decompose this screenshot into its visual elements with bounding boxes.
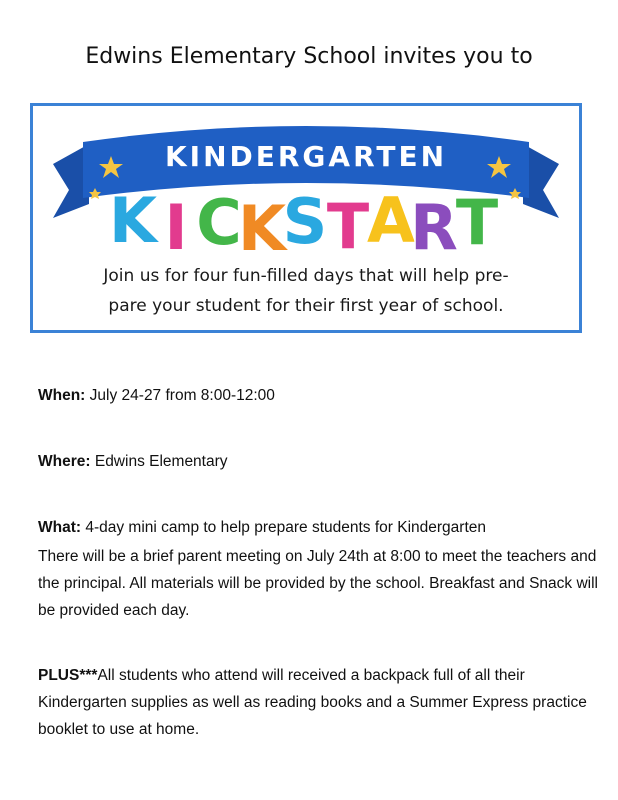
banner-top-word: KINDERGARTEN <box>164 140 448 173</box>
banner-letter: A <box>367 184 415 257</box>
banner-letter: I <box>164 191 188 264</box>
banner-letter: S <box>282 185 328 258</box>
invite-heading: Edwins Elementary School invites you to <box>85 44 533 69</box>
when-label: When: <box>38 387 86 404</box>
banner-letter: K <box>108 184 158 257</box>
plus-label: PLUS*** <box>38 667 98 684</box>
when-section <box>38 382 598 409</box>
banner-letter: R <box>410 191 458 264</box>
tagline-line-2: pare your student for their first year of school. <box>108 296 504 316</box>
where-section <box>38 448 598 475</box>
tagline-line-1: Join us for four fun-filled days that will help pre- <box>103 266 509 286</box>
what-label: What: <box>38 519 82 536</box>
kickstart-banner <box>30 103 582 333</box>
what-value: 4-day mini camp to help prepare students for Kindergarten <box>81 519 486 536</box>
plus-section <box>38 662 598 743</box>
parent-meeting-note: There will be a brief parent meeting on July 24th at 8:00 to meet the teachers and the principal. All materials will be provided by the school. Breakfast and Snack will be provided each day. <box>38 548 598 619</box>
plus-value: All students who attend will received a backpack full of all their Kindergarten supplies as well as reading books and a Summer Express practice booklet to use at home. <box>38 667 587 738</box>
where-label: Where: <box>38 453 91 470</box>
what-section <box>38 514 598 541</box>
banner-letter: T <box>455 186 499 259</box>
banner-letter: C <box>196 186 242 259</box>
banner-big-word <box>109 184 498 265</box>
where-value: Edwins Elementary <box>90 453 228 470</box>
banner-letter: K <box>237 192 287 265</box>
when-value: July 24-27 from 8:00-12:00 <box>85 387 275 404</box>
banner-letter: T <box>326 190 370 263</box>
